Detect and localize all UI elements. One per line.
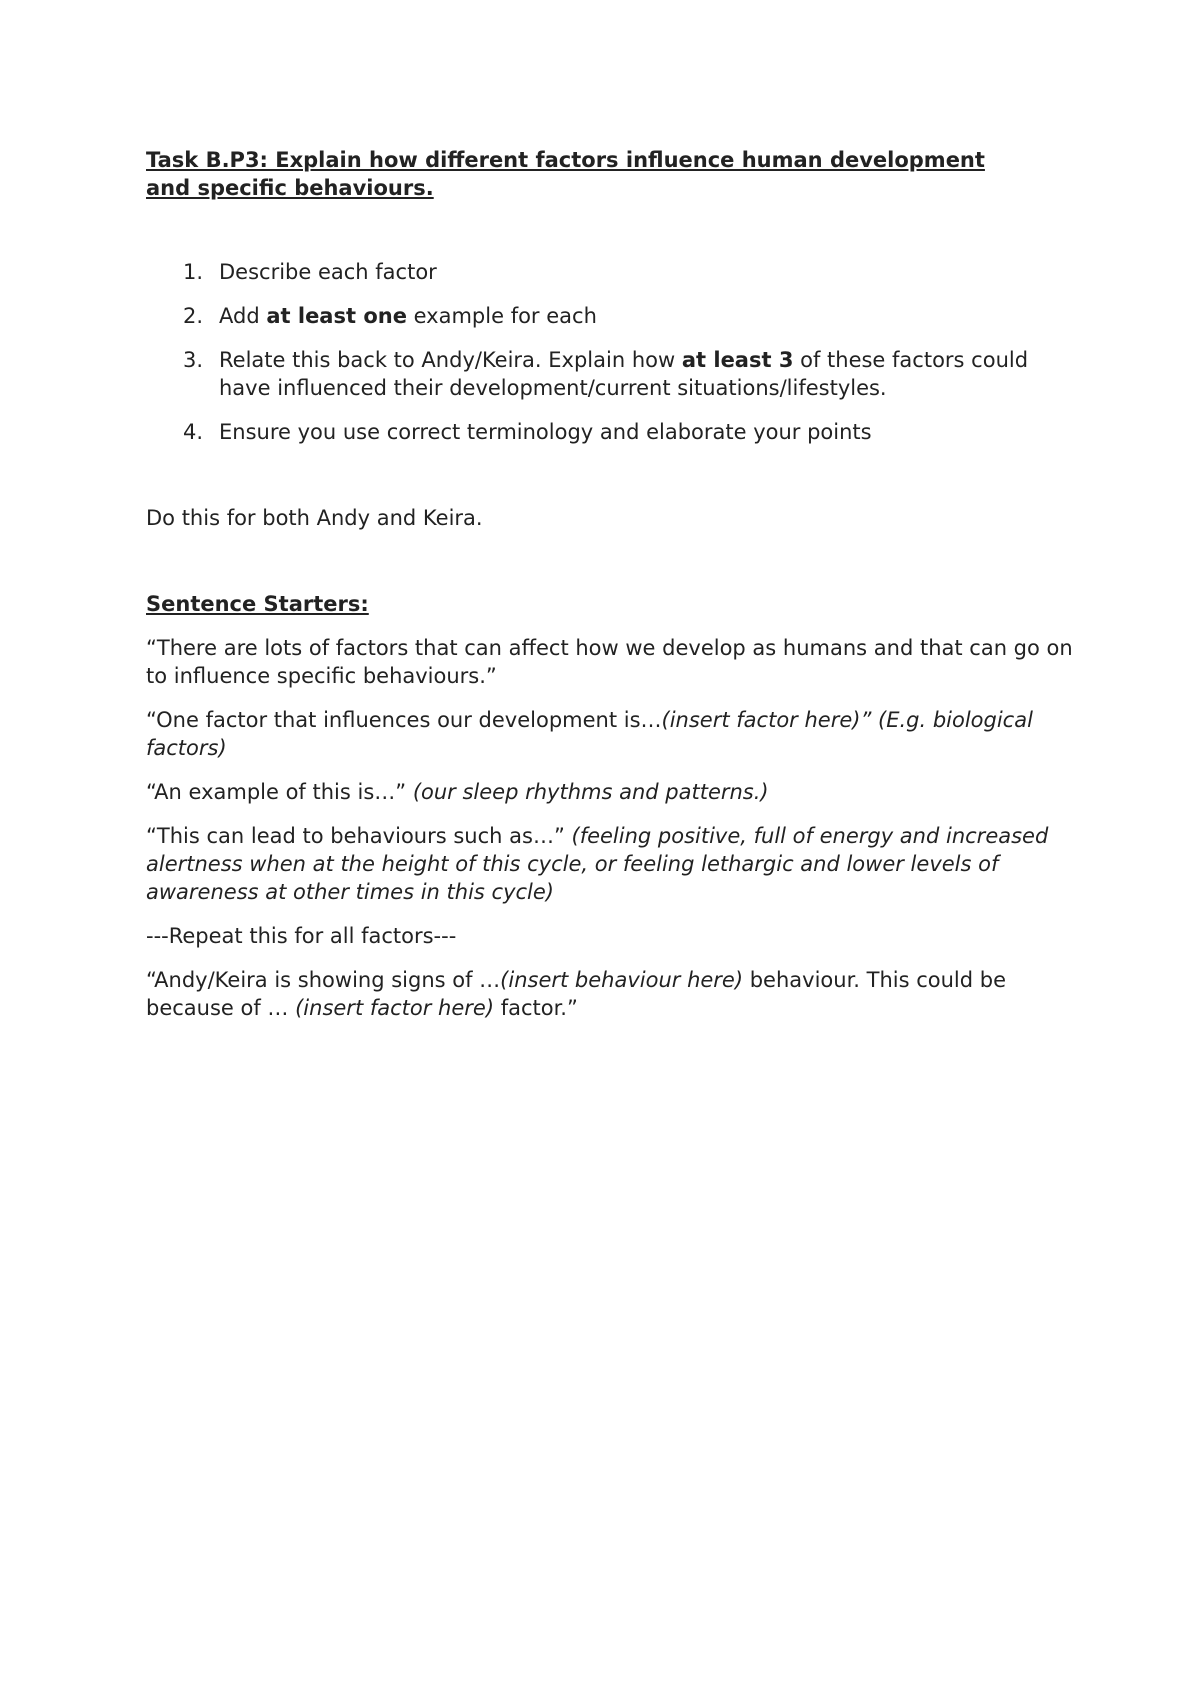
instruction-item [146, 258, 1076, 286]
starter-italic-text: (our sleep rhythms and patterns.) [412, 780, 769, 804]
starter-text: “An example of this is…” [146, 780, 413, 804]
task-title [146, 146, 1076, 202]
instruction-text: Relate this back to Andy/Keira. Explain how [219, 348, 682, 372]
instruction-text: of these factors could have influenced their development/current situations/lifestyles. [219, 348, 1029, 400]
final-italic-text: (insert factor here) [295, 996, 495, 1020]
starter-paragraph [146, 778, 1076, 806]
final-italic-text: (insert behaviour here) [500, 968, 744, 992]
instruction-bold-text: at least 3 [681, 348, 794, 372]
instruction-list [146, 258, 1076, 446]
final-text: “Andy/Keira is showing signs of … [146, 968, 501, 992]
starter-paragraph [146, 634, 1076, 690]
starter-italic-text: (feeling positive, full of energy and increased alertness when at the height of this cycle, or feeling lethargic and lower levels of awareness at other times in this cycle) [146, 824, 1049, 904]
starter-paragraph [146, 822, 1076, 906]
instruction-item [146, 346, 1076, 402]
both-note: Do this for both Andy and Keira. [146, 506, 483, 530]
task-title-line2: and specific behaviours. [146, 176, 434, 200]
starter-text: ---Repeat this for all factors--- [146, 924, 457, 948]
starter-text: “There are lots of factors that can affect how we develop as humans and that can go on to influence specific behaviours.” [146, 636, 1073, 688]
starter-text: “One factor that influences our development is… [146, 708, 662, 732]
document-page [146, 146, 1076, 1038]
instruction-number: 2. [183, 304, 204, 328]
task-title-line1: Task B.P3: Explain how different factors influence human development [146, 148, 985, 172]
sentence-starters-heading: Sentence Starters: [146, 592, 369, 616]
instruction-text: Add [219, 304, 267, 328]
instruction-bold-text: at least one [266, 304, 407, 328]
starter-paragraph [146, 706, 1076, 762]
instruction-number: 3. [183, 348, 204, 372]
starter-italic-text: (insert factor here)” (E.g. biological factors) [146, 708, 1033, 760]
instruction-text: Ensure you use correct terminology and elaborate your points [219, 420, 872, 444]
instruction-text: example for each [406, 304, 597, 328]
instruction-item [146, 418, 1076, 446]
final-starter-paragraph [146, 966, 1076, 1022]
starter-paragraph [146, 922, 1076, 950]
instruction-number: 4. [183, 420, 204, 444]
instruction-text: Describe each factor [219, 260, 437, 284]
starter-text: “This can lead to behaviours such as…” [146, 824, 572, 848]
final-text: behaviour. This could be because of … [146, 968, 1007, 1020]
final-text: factor.” [494, 996, 578, 1020]
instruction-item [146, 302, 1076, 330]
instruction-number: 1. [183, 260, 204, 284]
